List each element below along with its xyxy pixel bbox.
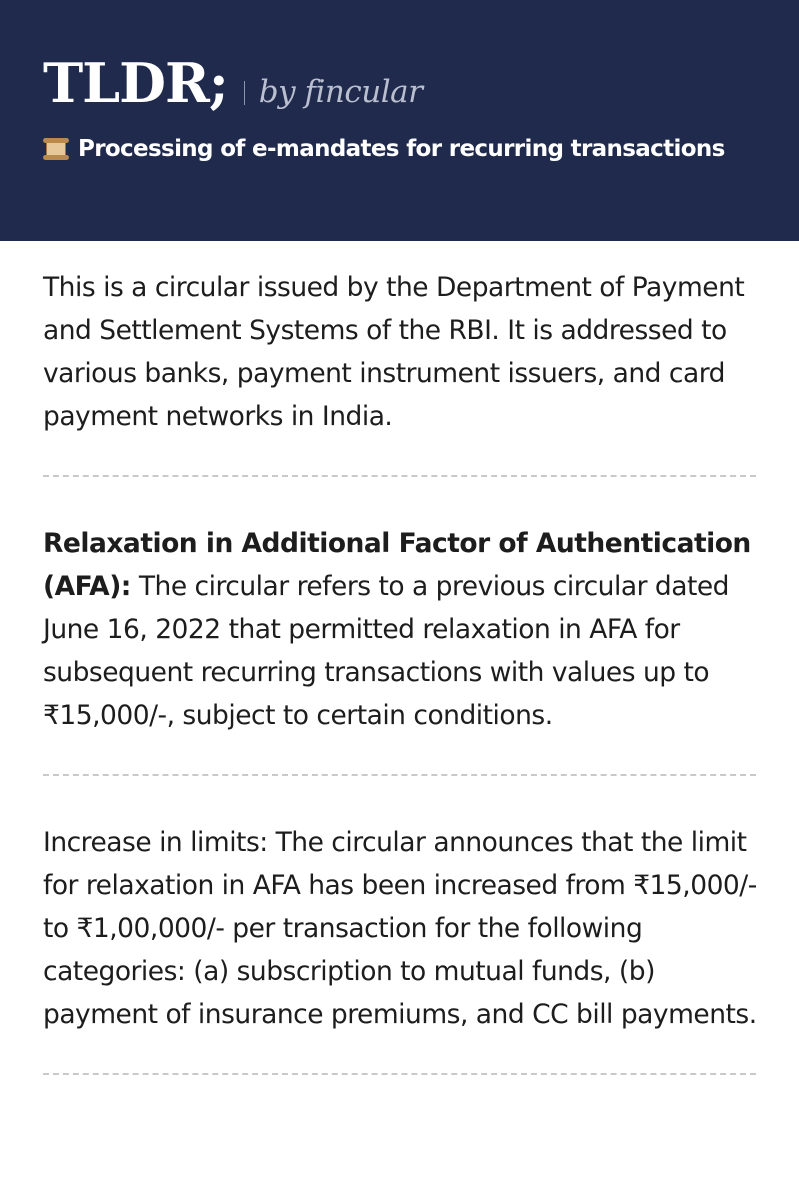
summary-paragraph xyxy=(43,522,759,737)
brand-title: TLDR; xyxy=(43,51,228,115)
paragraph-text: This is a circular issued by the Department of Payment and Settlement Systems of the RBI. It is addressed to various banks, payment instrument issuers, and card payment networks in India. xyxy=(43,272,745,432)
paragraph-text: Increase in limits: The circular announces that the limit for relaxation in AFA has been increased from ₹15,000/- to ₹1,00,000/- per transaction for the following categories: (a) subscription to mutual funds, (b) payment of insurance premiums, and CC bill payments. xyxy=(43,827,757,1030)
paragraph-lead: Relaxation in Additional Factor of Authentication (AFA): xyxy=(43,528,751,602)
scroll-icon xyxy=(43,138,69,160)
dashed-divider xyxy=(43,1073,756,1075)
dashed-divider xyxy=(43,774,756,776)
summary-paragraph xyxy=(43,821,759,1036)
paragraph-text: The circular refers to a previous circular dated June 16, 2022 that permitted relaxation in AFA for subsequent recurring transactions with values up to ₹15,000/-, subject to certain conditions. xyxy=(43,571,729,731)
brand-byline: by fincular xyxy=(258,74,423,110)
brand-separator xyxy=(244,81,245,105)
summary-paragraph xyxy=(43,266,759,438)
dashed-divider xyxy=(43,475,756,477)
summary-content xyxy=(43,266,759,1075)
header-banner xyxy=(0,0,799,241)
document-subtitle-row xyxy=(43,132,725,166)
brand xyxy=(43,50,422,116)
document-subtitle: Processing of e-mandates for recurring transactions xyxy=(78,136,725,162)
